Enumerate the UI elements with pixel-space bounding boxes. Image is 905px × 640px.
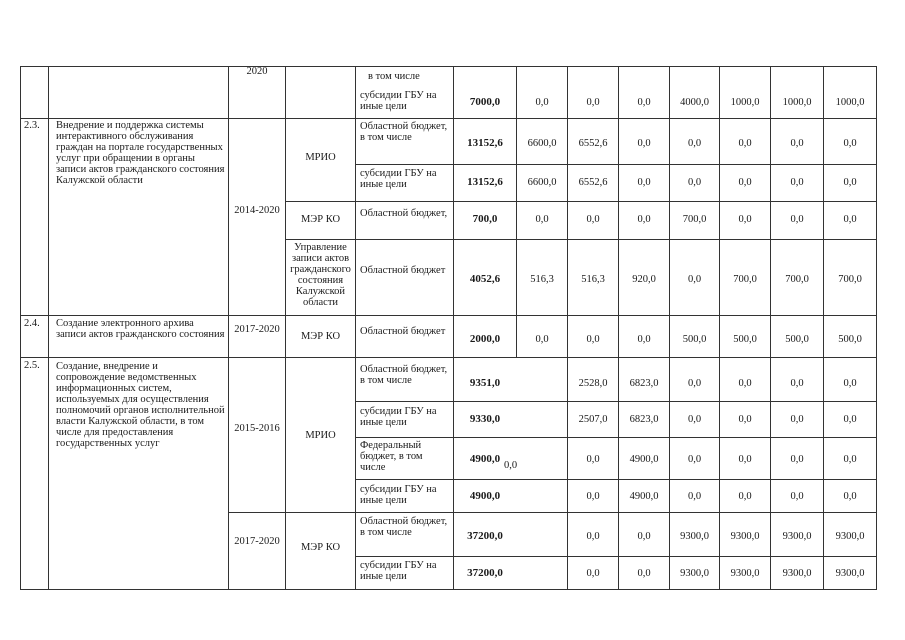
year-cell: 0,0 <box>687 177 702 188</box>
year-cell: 0,0 <box>843 454 857 465</box>
year-cell: 9300,0 <box>835 531 865 542</box>
year-cell: 700,0 <box>838 274 862 285</box>
year-cell: 0,0 <box>843 138 857 149</box>
year-cell: 0,0 <box>687 274 702 285</box>
year-cell: 0,0 <box>637 138 651 149</box>
year-cell: 0,0 <box>687 454 702 465</box>
executor-cell: МЭР КО <box>300 542 341 553</box>
year-cell: 0,0 <box>843 491 857 502</box>
year-cell: 0,0 <box>586 531 600 542</box>
year-cell: 0,0 <box>843 177 857 188</box>
year-cell: 0,0 <box>790 491 804 502</box>
year-cell: 0,0 <box>586 568 600 579</box>
year-cell: 0,0 <box>535 334 549 345</box>
year-cell: 0,0 <box>790 138 804 149</box>
year-cell: 0,0 <box>738 378 752 389</box>
executor-cell: МЭР КО <box>300 214 341 225</box>
item-number: 2.4. <box>24 318 40 329</box>
year-cell: 500,0 <box>682 334 707 345</box>
source-cell: Областной бюджет <box>360 326 446 337</box>
year-cell: 0,0 <box>843 414 857 425</box>
total-cell: 37200,0 <box>467 567 503 579</box>
year-cell: 6823,0 <box>629 414 659 425</box>
source-cell: Областной бюджет, <box>360 208 448 219</box>
year-cell: 9300,0 <box>680 531 709 542</box>
year-cell: 500,0 <box>733 334 757 345</box>
year-cell: 700,0 <box>733 274 757 285</box>
year-cell: 0,0 <box>586 454 600 465</box>
executor-cell: МЭР КО <box>300 331 341 342</box>
year-cell: 700,0 <box>785 274 809 285</box>
source-cell: Областной бюджет, в том числе <box>360 121 448 143</box>
year-cell: 2507,0 <box>578 414 608 425</box>
item-name: Внедрение и поддержка системы интерактивного обслуживания граждан на портале государственных услуг при обращении в органы записи актов гражданского состояния Калужской области <box>56 120 225 186</box>
year-cell: 0,0 <box>790 454 804 465</box>
year-cell: 0,0 <box>738 414 752 425</box>
period-cell: 2017-2020 <box>234 324 280 335</box>
executor-cell: Управление записи актов гражданского состояния Калужской области <box>290 242 351 308</box>
year-cell: 0,0 <box>738 138 752 149</box>
year-cell: 0,0 <box>843 214 857 225</box>
year-cell: 0,0 <box>586 334 600 345</box>
period-cell: 2014-2020 <box>234 205 280 216</box>
item-name: Создание, внедрение и сопровождение ведомственных информационных систем, используемых для осуществления полномочий органов исполнительной власти Калужской области, в том числе для предоставления государственных услуг <box>56 361 225 449</box>
year-cell: 9300,0 <box>730 531 760 542</box>
year-cell: 0,0 <box>687 138 702 149</box>
year-cell: 2528,0 <box>578 378 608 389</box>
year-cell: 9300,0 <box>782 531 812 542</box>
year-cell: 0,0 <box>535 214 549 225</box>
total-cell: 37200,0 <box>467 530 503 542</box>
total-cell: 2000,0 <box>469 333 501 345</box>
year-cell: 0,0 <box>586 491 600 502</box>
year-cell: 6552,6 <box>578 177 608 188</box>
year-cell: 0,0 <box>637 334 651 345</box>
source-cell: субсидии ГБУ на иные цели <box>360 484 437 506</box>
item-name: Создание электронного архива записи актов гражданского состояния <box>56 318 225 340</box>
total-cell: 4052,6 <box>469 273 501 285</box>
total-cell: 4900,0 <box>469 453 501 465</box>
year-cell: 0,0 <box>687 414 702 425</box>
year-cell: 0,0 <box>586 214 600 225</box>
year-cell: 1000,0 <box>835 97 865 108</box>
year-cell: 4000,0 <box>680 97 709 108</box>
source-cell: Областной бюджет <box>360 265 446 276</box>
year-cell: 6552,6 <box>578 138 608 149</box>
total-cell: 13152,6 <box>467 137 503 149</box>
source-cell: Областной бюджет, в том числе <box>360 364 448 386</box>
year-cell: 0,0 <box>535 97 549 108</box>
year-cell: 0,0 <box>790 177 804 188</box>
total-cell: 4900,0 <box>469 490 501 502</box>
period-cell: 2020 <box>246 66 268 77</box>
year-cell: 1000,0 <box>782 97 812 108</box>
year-cell: 0,0 <box>738 491 752 502</box>
total-cell: 9330,0 <box>469 413 501 425</box>
year-cell: 9300,0 <box>730 568 760 579</box>
source-cell: Областной бюджет, в том числе <box>360 516 448 538</box>
executor-cell: МРИО <box>305 152 336 163</box>
year-cell: 4900,0 <box>629 491 659 502</box>
year-cell: 1000,0 <box>730 97 760 108</box>
year-cell: 516,3 <box>530 274 554 285</box>
item-number: 2.3. <box>24 120 40 131</box>
year-cell: 0,0 <box>637 177 651 188</box>
year-cell: 0,0 <box>637 531 651 542</box>
executor-cell: МРИО <box>305 430 336 441</box>
year-cell: 0,0 <box>790 414 804 425</box>
source-cell: субсидии ГБУ на иные цели <box>360 560 437 582</box>
total-cell: 7000,0 <box>469 96 501 108</box>
year-cell: 0,0 <box>790 378 804 389</box>
year-cell: 9300,0 <box>680 568 709 579</box>
total-cell: 700,0 <box>472 213 498 225</box>
year-cell: 920,0 <box>632 274 656 285</box>
year-cell: 700,0 <box>682 214 707 225</box>
year-cell: 516,3 <box>581 274 605 285</box>
year-cell: 0,0 <box>738 454 752 465</box>
source-cell: Федеральный бюджет, в том числе <box>360 440 423 473</box>
source-cell: в том числе <box>368 71 420 82</box>
merged-year-cell: 0,0 <box>503 460 518 471</box>
source-cell: субсидии ГБУ на иные цели <box>360 90 437 112</box>
source-cell: субсидии ГБУ на иные цели <box>360 406 437 428</box>
year-cell: 6600,0 <box>527 138 557 149</box>
year-cell: 0,0 <box>738 177 752 188</box>
year-cell: 0,0 <box>586 97 600 108</box>
year-cell: 4900,0 <box>629 454 659 465</box>
year-cell: 0,0 <box>790 214 804 225</box>
year-cell: 9300,0 <box>782 568 812 579</box>
year-cell: 500,0 <box>838 334 862 345</box>
total-cell: 13152,6 <box>467 176 503 188</box>
year-cell: 6600,0 <box>527 177 557 188</box>
year-cell: 0,0 <box>637 97 651 108</box>
year-cell: 0,0 <box>637 568 651 579</box>
year-cell: 0,0 <box>738 214 752 225</box>
total-cell: 9351,0 <box>469 377 501 389</box>
period-cell: 2017-2020 <box>234 536 280 547</box>
year-cell: 500,0 <box>785 334 809 345</box>
item-number: 2.5. <box>24 360 40 371</box>
year-cell: 0,0 <box>637 214 651 225</box>
source-cell: субсидии ГБУ на иные цели <box>360 168 437 190</box>
year-cell: 0,0 <box>843 378 857 389</box>
year-cell: 9300,0 <box>835 568 865 579</box>
year-cell: 0,0 <box>687 491 702 502</box>
period-cell: 2015-2016 <box>234 423 280 434</box>
year-cell: 0,0 <box>687 378 702 389</box>
year-cell: 6823,0 <box>629 378 659 389</box>
